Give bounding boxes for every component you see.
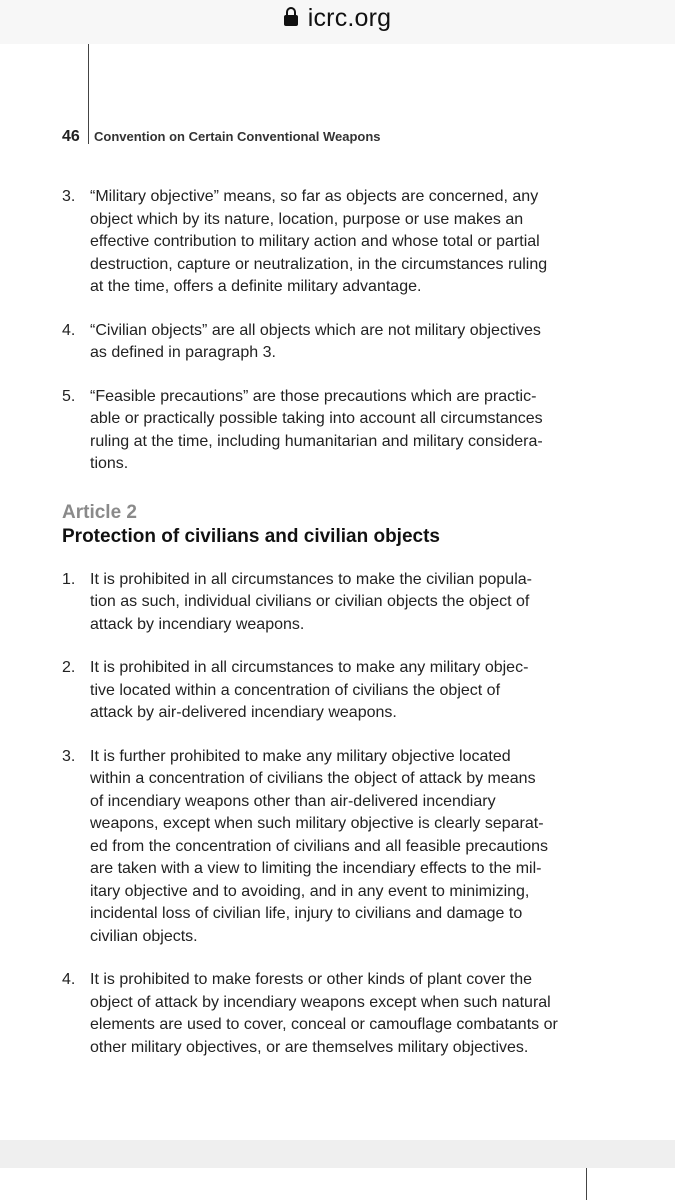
text-line: effective contribution to military action and whose total or partial: [90, 233, 540, 250]
lock-icon: [284, 7, 298, 27]
item-number: 4.: [62, 321, 76, 339]
item-number: 5.: [62, 387, 76, 405]
text-line: It is prohibited in all circumstances to make the civilian popula-: [90, 570, 532, 588]
next-page-margin-rule: [586, 1168, 587, 1200]
text-line: at the time, offers a definite military advantage.: [90, 278, 422, 295]
item-number: 3.: [62, 747, 76, 765]
text-line: other military objectives, or are themselves military objectives.: [90, 1038, 529, 1056]
text-line: “Feasible precautions” are those precautions which are practic-: [90, 387, 537, 405]
text-line: as defined in paragraph 3.: [90, 344, 276, 361]
item-number: 1.: [62, 570, 76, 588]
item-number: 4.: [62, 971, 76, 988]
text-line: tions.: [90, 455, 129, 472]
item-text: [90, 657, 612, 725]
url-text[interactable]: icrc.org: [307, 4, 392, 32]
running-title: Convention on Certain Conventional Weapons: [94, 129, 381, 144]
text-line: within a concentration of civilians the object of attack by means: [90, 770, 536, 787]
text-line: weapons, except when such military objective is clearly separat-: [90, 815, 544, 832]
running-header: [62, 128, 381, 146]
text-line: “Military objective” means, so far as objects are concerned, any: [90, 188, 539, 205]
text-line: elements are used to cover, conceal or camouflage combatants or: [90, 1016, 558, 1033]
text-line: object of attack by incendiary weapons except when such natural: [90, 993, 551, 1011]
text-line: attack by incendiary weapons.: [90, 615, 305, 633]
text-line: are taken with a view to limiting the incendiary effects to the mil-: [90, 860, 542, 877]
document-body: [62, 186, 612, 1059]
definition-item: [62, 186, 612, 299]
url-display[interactable]: [0, 4, 675, 33]
text-line: It is prohibited in all circumstances to make any military objec-: [90, 659, 529, 676]
browser-address-bar: [0, 0, 675, 44]
next-page: [0, 1168, 675, 1200]
definition-item: [62, 320, 612, 365]
paragraph-item: [62, 569, 612, 637]
paragraph-item: [62, 969, 612, 1059]
item-text: [90, 186, 612, 299]
item-text: [90, 969, 612, 1059]
page-number: 46: [62, 128, 80, 145]
text-line: civilian objects.: [90, 927, 198, 945]
item-text: [90, 746, 612, 949]
text-line: “Civilian objects” are all objects which are not military objectives: [90, 321, 541, 339]
paragraph-item: [62, 746, 612, 949]
text-line: object which by its nature, location, purpose or use makes an: [90, 210, 524, 228]
text-line: ruling at the time, including humanitarian and military considera-: [90, 432, 543, 450]
definition-item: [62, 386, 612, 476]
item-text: [90, 386, 612, 476]
article-label: Article 2: [62, 501, 137, 523]
text-line: attack by air-delivered incendiary weapons.: [90, 704, 397, 721]
text-line: itary objective and to avoiding, and in any event to minimizing,: [90, 882, 530, 900]
text-line: incidental loss of civilian life, injury to civilians and damage to: [90, 905, 523, 922]
text-line: tion as such, individual civilians or civilian objects the object of: [90, 593, 530, 610]
article-title: Protection of civilians and civilian objects: [62, 525, 440, 547]
paragraph-item: [62, 657, 612, 725]
page-gap: [0, 1140, 675, 1168]
text-line: It is further prohibited to make any military objective located: [90, 747, 511, 765]
text-line: destruction, capture or neutralization, in the circumstances ruling: [90, 255, 548, 273]
item-number: 2.: [62, 659, 76, 676]
item-text: [90, 569, 612, 637]
text-line: tive located within a concentration of civilians the object of: [90, 681, 501, 699]
text-line: of incendiary weapons other than air-delivered incendiary: [90, 792, 496, 810]
text-line: ed from the concentration of civilians and all feasible precautions: [90, 837, 549, 855]
text-line: able or practically possible taking into account all circumstances: [90, 410, 543, 427]
text-line: It is prohibited to make forests or other kinds of plant cover the: [90, 971, 532, 988]
item-number: 3.: [62, 188, 76, 205]
item-text: [90, 320, 612, 365]
